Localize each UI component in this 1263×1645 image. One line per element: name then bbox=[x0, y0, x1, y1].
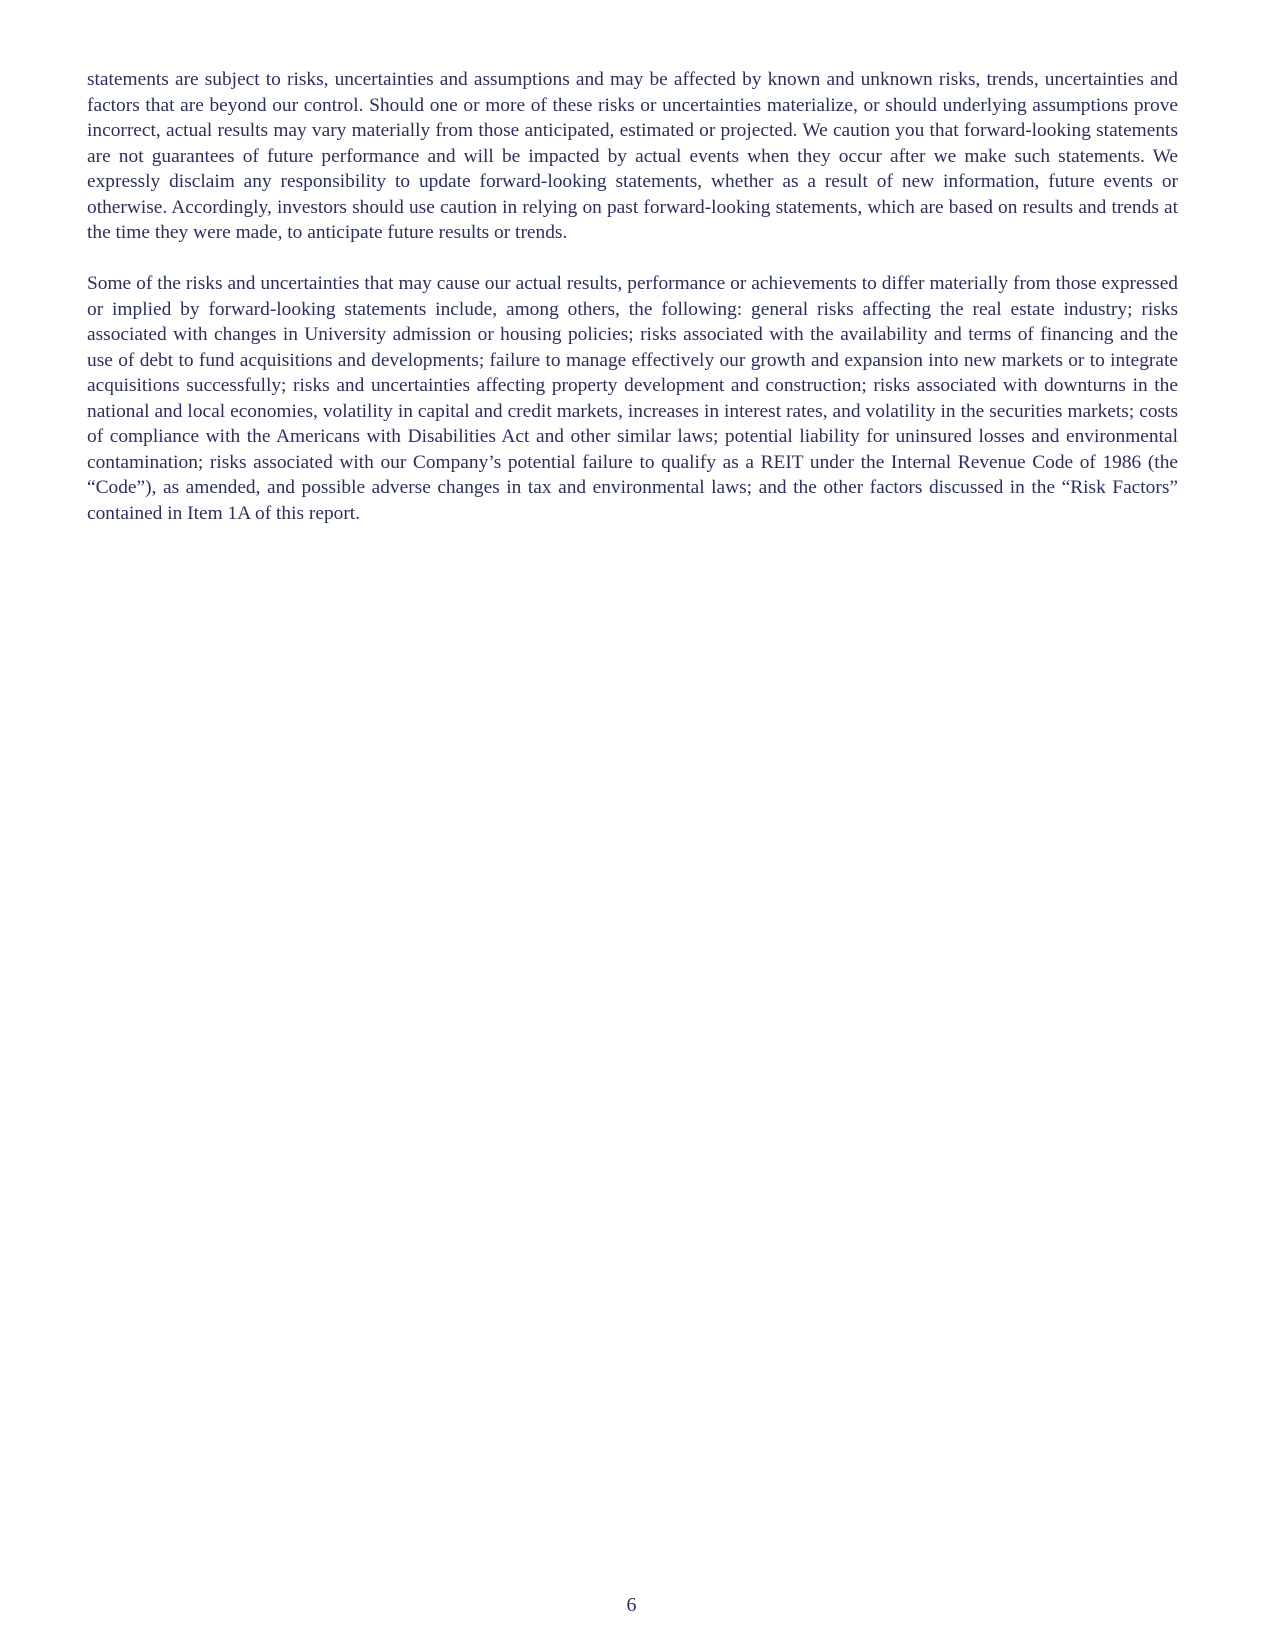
paragraph-risks-and-uncertainties: Some of the risks and uncertainties that may cause our actual results, performance or achievements to differ materially from those expressed or implied by forward-looking statements include, among others, the following: general risks affecting the real estate industry; risks associated with changes in University admission or housing policies; risks associated with the availability and terms of financing and the use of debt to fund acquisitions and developments; failure to manage effectively our growth and expansion into new markets or to integrate acquisitions successfully; risks and uncertainties affecting property development and construction; risks associated with downturns in the national and local economies, volatility in capital and credit markets, increases in interest rates, and volatility in the securities markets; costs of compliance with the Americans with Disabilities Act and other similar laws; potential liability for uninsured losses and environmental contamination; risks associated with our Company’s potential failure to qualify as a REIT under the Internal Revenue Code of 1986 (the “Code”), as amended, and possible adverse changes in tax and environmental laws; and the other factors discussed in the “Risk Factors” contained in Item 1A of this report. bbox=[87, 273, 1178, 524]
body-text bbox=[87, 67, 1178, 552]
paragraph-forward-looking-statements: statements are subject to risks, uncertainties and assumptions and may be affected by known and unknown risks, trends, uncertainties and factors that are beyond our control. Should one or more of these risks or uncertainties materialize, or should underlying assumptions prove incorrect, actual results may vary materially from those anticipated, estimated or projected. We caution you that forward-looking statements are not guarantees of future performance and will be impacted by actual events when they occur after we make such statements. We expressly disclaim any responsibility to update forward-looking statements, whether as a result of new information, future events or otherwise. Accordingly, investors should use caution in relying on past forward-looking statements, which are based on results and trends at the time they were made, to anticipate future results or trends. bbox=[87, 69, 1178, 243]
page-number: 6 bbox=[626, 1594, 637, 1616]
